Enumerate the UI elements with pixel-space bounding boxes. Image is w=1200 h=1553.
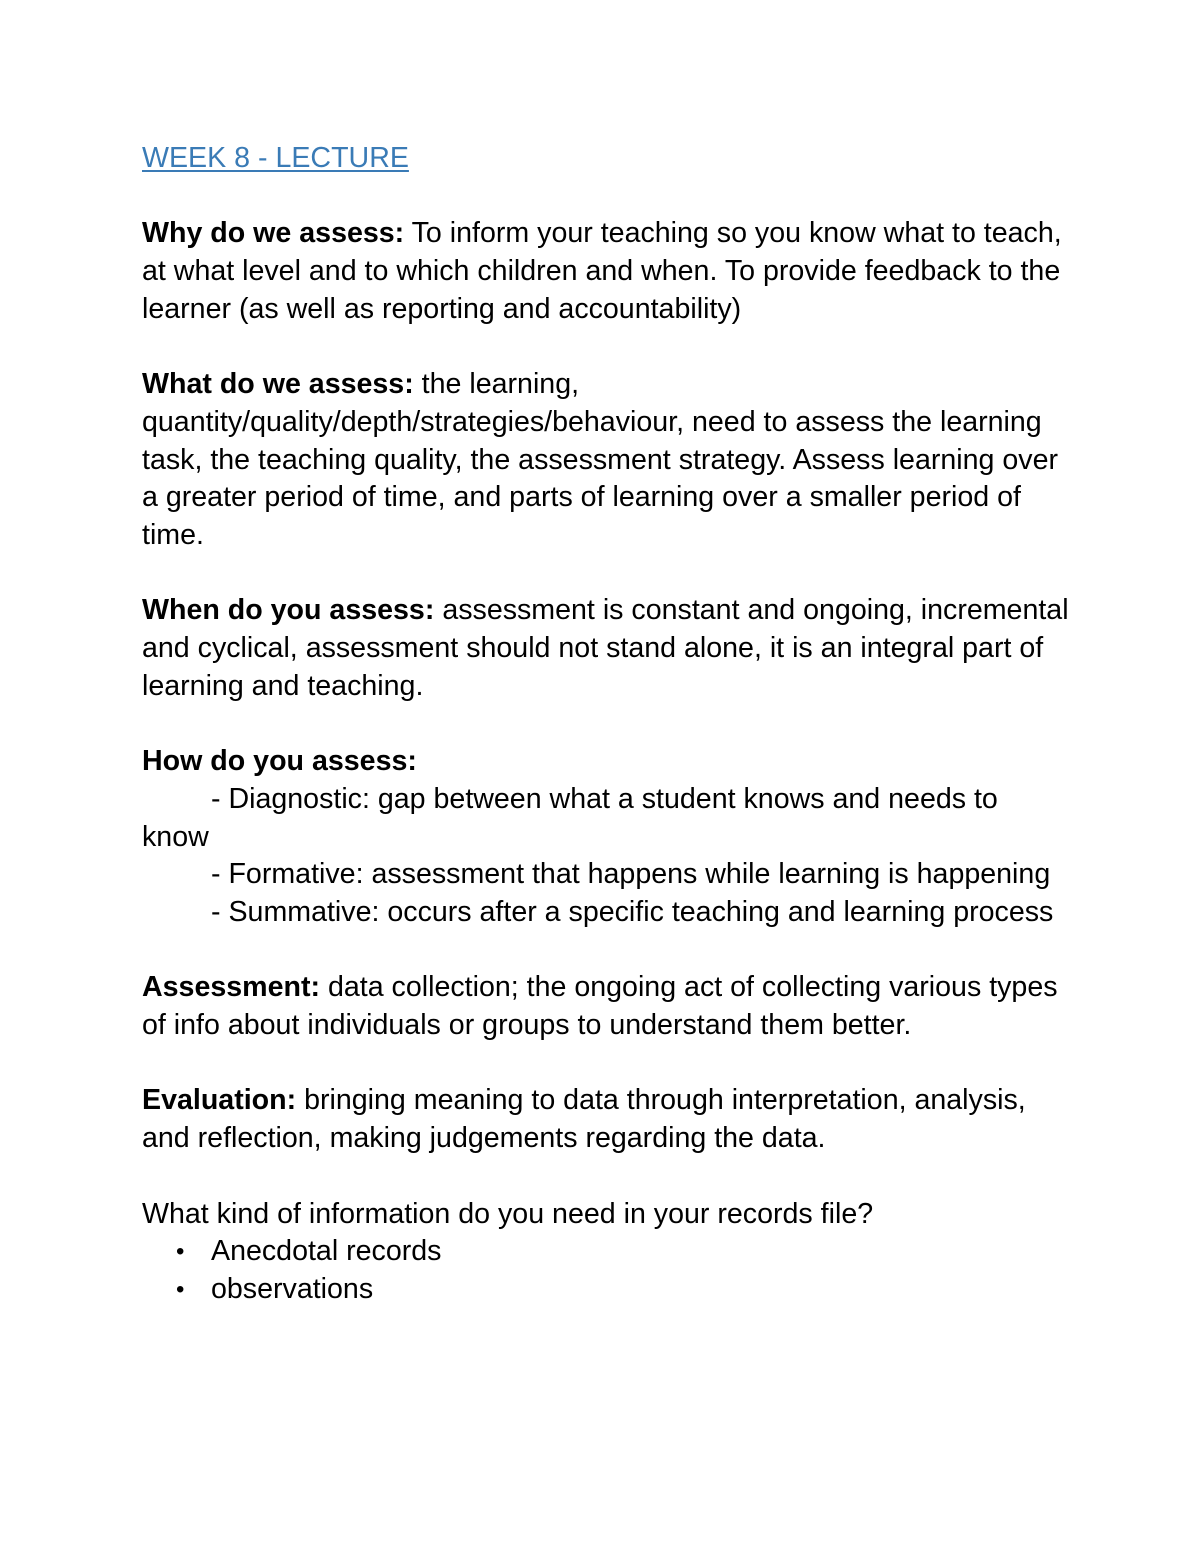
bullet-icon: • [176, 1275, 185, 1303]
how-item-text: - Summative: occurs after a specific teaching and learning process [211, 896, 1054, 928]
how-item-text: - Formative: assessment that happens while learning is happening [211, 858, 1051, 891]
assessment-label: Assessment: [142, 971, 320, 1004]
page-title: WEEK 8 - LECTURE [142, 142, 409, 174]
when-paragraph [142, 592, 1072, 705]
assessment-paragraph [142, 969, 1072, 1044]
records-question: What kind of information do you need in your records file? [142, 1197, 874, 1230]
how-label: How do you assess: [142, 745, 417, 778]
why-paragraph [142, 215, 1072, 328]
how-item-formative [142, 856, 1072, 894]
when-text: assessment is constant and ongoing, incremental and cyclical, assessment should not stand alone, it is an integral part of learning and teaching. [142, 594, 1069, 702]
list-item [142, 1271, 1072, 1309]
bullet-icon: • [176, 1238, 185, 1266]
assessment-text: data collection; the ongoing act of collecting various types of info about individuals or groups to understand them better. [142, 971, 1058, 1042]
when-label: When do you assess: [142, 594, 435, 627]
list-item [142, 1233, 1072, 1271]
what-text: the learning, quantity/quality/depth/strategies/behaviour, need to assess the learning task, the teaching quality, the assessment strategy. Assess learning over a greater period of time, and parts of learning over a smaller period of time. [142, 368, 1059, 551]
how-item-text: - Diagnostic: gap between what a student knows and needs to know [142, 782, 998, 853]
why-text: To inform your teaching so you know what to teach, at what level and to which children and when. To provide feedback to the learner (as well as reporting and accountability) [142, 217, 1062, 325]
list-item-text: Anecdotal records [211, 1235, 442, 1268]
evaluation-paragraph [142, 1082, 1072, 1157]
what-label: What do we assess: [142, 368, 414, 401]
what-paragraph [142, 366, 1072, 555]
evaluation-text: bringing meaning to data through interpretation, analysis, and reflection, making judgements regarding the data. [142, 1084, 1026, 1155]
records-paragraph [142, 1196, 1072, 1309]
how-item-diagnostic [142, 781, 1072, 856]
how-item-summative [142, 894, 1072, 932]
records-bullet-list [142, 1233, 1072, 1308]
why-label: Why do we assess: [142, 217, 405, 250]
document-page [142, 140, 1072, 1309]
evaluation-label: Evaluation: [142, 1084, 297, 1117]
list-item-text: observations [211, 1272, 374, 1305]
how-paragraph [142, 743, 1072, 932]
